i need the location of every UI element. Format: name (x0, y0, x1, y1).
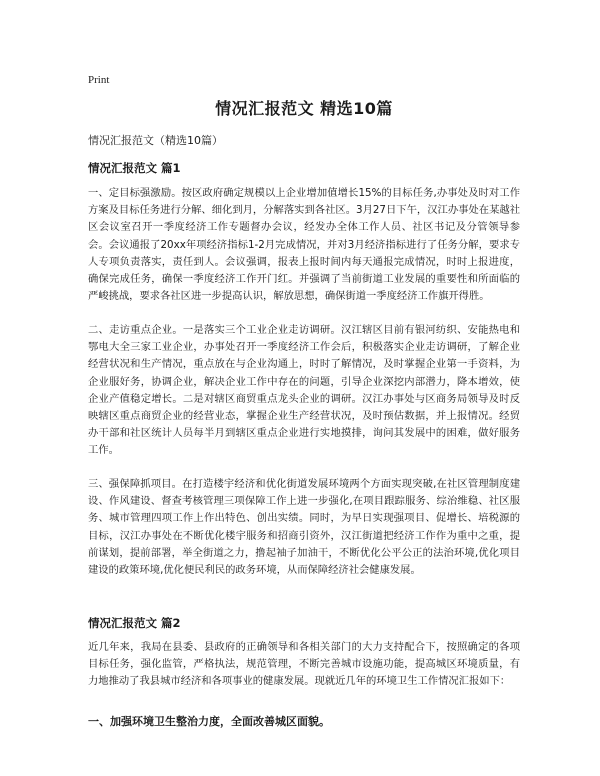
section-heading-2: 情况汇报范文 篇2 (88, 616, 181, 630)
page-title: 情况汇报范文 精选10篇 (215, 99, 393, 118)
print-link[interactable]: Print (88, 74, 110, 86)
document-subtitle: 情况汇报范文（精选10篇） (88, 134, 223, 147)
section-1-paragraph-1: 一、定目标强激励。按区政府确定规模以上企业增加值增长15%的目标任务,办事处及时对工作方案及目标任务进行分解、细化到月，分解落实到各社区。3月27日下午，汉江办事处在某越社区会议室召开一季度经济工作专题督办会议，经发办全体工作人员、社区书记及分管领导参会。会议通报了20xx年项经济指标1-2月完成情况，并对3月经济指标进行了任务分解，要求专人专项负责落实，责任到人。会议强调，报表上报时间内每天通报完成情况，时时上报进度，确保完成任务，确保一季度经济工作开门红。并强调了当前街道工业发展的重要性和所面临的严峻挑战，要求各社区进一步提高认识，解放思想，确保街道一季度经济工作旗开得胜。 (88, 187, 520, 303)
section-2-paragraph-1: 近几年来，我局在县委、县政府的正确领导和各相关部门的大力支持配合下，按照确定的各项目标任务，强化监管，严格执法，规范管理，不断完善城市设施功能，提高城区环境质量，有力地推动了我县城市经济和各项事业的健康发展。现就近几年的环境卫生工作情况汇报如下： (88, 641, 520, 688)
section-heading-1: 情况汇报范文 篇1 (88, 161, 181, 175)
section-1-paragraph-3: 三、强保障抓项目。在打造楼宇经济和优化街道发展环境两个方面实现突破,在社区管理制度建设、作风建设、督查考核管理三项保障工作上进一步强化,在项目跟踪服务、综治维稳、社区服务、城市管理四项工作上作出特色、创出实绩。同时，为早日实现强项目、促增长、培税源的目标，汉江办事处在不断优化楼宇服务和招商引资外，汉江街道把经济工作作为重中之重，提前谋划，提前部署，举全街道之力，撸起袖子加油干，不断优化公平公正的法治环境,优化项目建设的政策环境,优化便民利民的政务环境，从而保障经济社会健康发展。 (88, 478, 520, 577)
section-1-paragraph-2: 二、走访重点企业。一是落实三个工业企业走访调研。汉江辖区目前有银河纺织、安能热电和鄂电大全三家工业企业，办事处召开一季度经济工作会后，积极落实企业走访调研，了解企业经营状况和生产情况，重点放在与企业沟通上，时时了解情况，及时掌握企业第一手资料，为企业服好务，协调企业，解决企业工作中存在的问题，引导企业深挖内部潜力，降本增效，使企业产值稳定增长。二是对辖区商贸重点龙头企业的调研。汉江办事处与区商务局领导及时反映辖区重点商贸企业的经营业态，掌握企业生产经营状况，及时预估数据，并上报情况。经贸办干部和社区统计人员每半月到辖区重点企业进行实地摸排，询问其发展中的困难，做好服务工作。 (88, 324, 520, 457)
section-2-bold-line: 一、加强环境卫生整治力度，全面改善城区面貌。 (88, 715, 330, 728)
